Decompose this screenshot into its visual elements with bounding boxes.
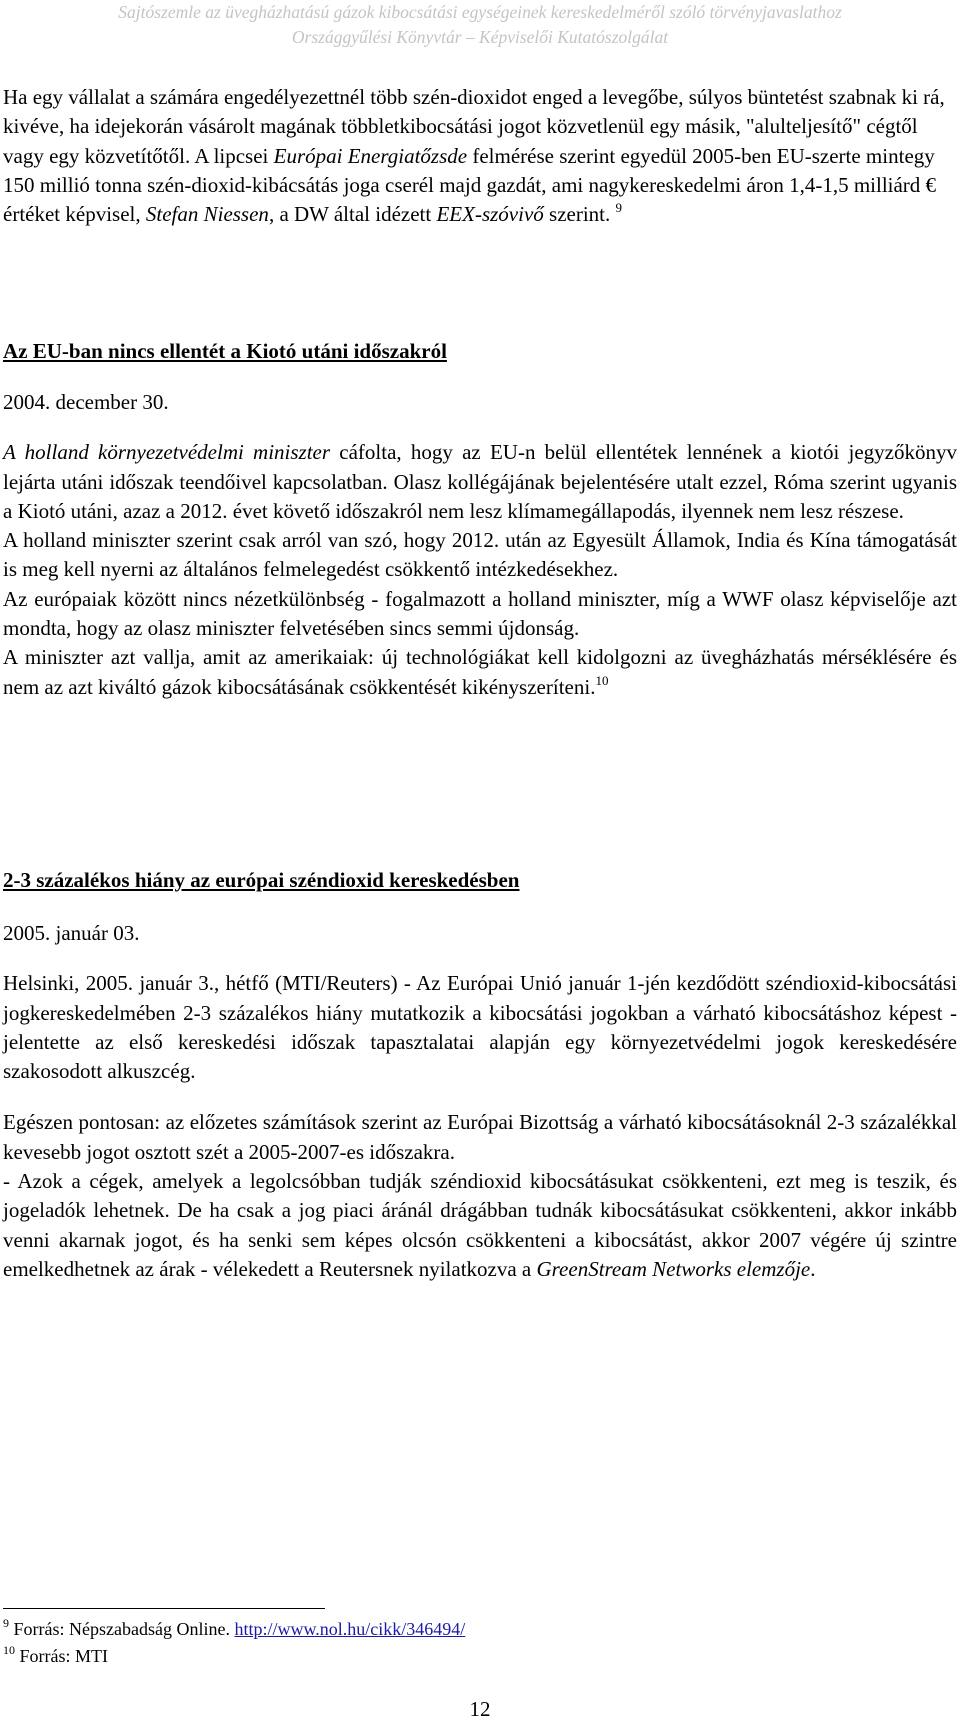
article-2-paragraph-1: Helsinki, 2005. január 3., hétfő (MTI/Reuters) - Az Európai Unió január 1-jén kezdődött széndioxid-kibocsátási jogkereskedelmében 2-3 százalékos hiány mutatkozik a kibocsátási jogokban a várható kibocsátáshoz képest - jelentette az első kereskedési időszak tapasztalatai alapján egy környezetvédelmi jogok kereskedésére szakosodott alkuszcég. [3, 971, 957, 1084]
footnote-separator [3, 1608, 325, 1609]
article-1-date: 2004. december 30. [3, 390, 169, 414]
article-2-paragraph-3: - Azok a cégek, amelyek a legolcsóbban tudják széndioxid kibocsátásukat csökkenteni, ezt meg is teszik, és jogeladók lehetnek. De ha csak a jog piaci áránál drágábban tudnák kibocsátásukat csökkenteni, akkor inkább venni akarnak jogot, és ha senki sem képes olcsón csökkenteni a kibocsátást, akkor 2007 végére új szintre emelkedhetnek az árak - vélekedett a Reutersnek nyilatkozva a GreenStream Networks elemzője. [3, 1169, 957, 1281]
person-name: Stefan Niessen [145, 202, 269, 227]
footnote-10: $^{10}$ Forrás: MTI [3, 1643, 108, 1666]
minister-title: A holland környezetvédelmi miniszter [3, 440, 331, 465]
intro-sentence-2: A lipcsei Európai Energiatőzsde felmérése szerint egyedül 2005-ben EU-szerte mintegy 150 millió tonna szén-dioxid-kibácsátás joga cserél majd gazdát, ami nagykereskedelmi áron 1,4-1,5 milliárd € értéket képvisel, Stefan Niessen, a DW által idézett EEX-szóvivő szerint. $^9$ [3, 143, 937, 227]
intro-block [3, 83, 957, 231]
intro-paragraph [3, 83, 957, 231]
analyst-role: GreenStream Networks elemzője [536, 1256, 811, 1281]
article-2 [3, 866, 957, 1284]
article-2-date: 2005. január 03. [3, 921, 140, 945]
footnote-ref-9[interactable]: 9 [615, 200, 623, 216]
footnote-9-link[interactable]: http://www.nol.hu/cikk/346494/ [234, 1619, 466, 1639]
article-1-paragraph-3: Az európaiak között nincs nézetkülönbség - fogalmazott a holland miniszter, míg a WWF olasz képviselője azt mondta, hogy az olasz miniszter felvetésében sincs semmi újdonság. [3, 586, 957, 641]
spokesperson-role: EEX-szóvivő [436, 202, 544, 227]
intro-sentence-1: Ha egy vállalat a számára engedélyezettnél több szén-dioxidot enged a levegőbe, súlyos büntetést szabnak ki rá, kivéve, ha idejekorán vásárolt magának többletkibocsátási jogot közvetlenül egy másik, "alulteljesítő" cégtől vagy egy közvetítőtől. [3, 85, 945, 168]
article-1-title: Az EU-ban nincs ellentét a Kiotó utáni időszakról [3, 339, 447, 363]
footnote-ref-10[interactable]: 10 [595, 672, 609, 688]
article-1-paragraph-4: A miniszter azt vallja, amit az amerikaiak: új technológiákat kell kidolgozni az üvegházhatás mérséklésére és nem az azt kiváltó gázok kibocsátásának csökkentését kikényszeríteni.$^{10}$ [3, 645, 957, 699]
article-2-paragraph-2: Egészen pontosan: az előzetes számítások szerint az Európai Bizottság a várható kibocsátásoknál 2-3 százalékkal kevesebb jogot osztott szét a 2005-2007-es időszakra. [3, 1110, 957, 1164]
footnote-9-number: 9 [3, 1616, 9, 1630]
header-institution: Országgyűlési Könyvtár – Képviselői Kutatószolgálat [291, 27, 669, 47]
footnote-10-number: 10 [3, 1643, 15, 1657]
footnote-9: $^9$ Forrás: Népszabadság Online. http://www.nol.hu/cikk/346494/ [3, 1616, 466, 1639]
article-1 [3, 337, 957, 704]
article-2-title: 2-3 százalékos hiány az európai széndioxid kereskedésben [3, 868, 520, 892]
exchange-name: Európai Energiatőzsde [273, 143, 468, 168]
header-title: Sajtószemle az üvegházhatású gázok kibocsátási egységeinek kereskedelméről szóló törvényjavaslathoz [118, 2, 842, 22]
page-number: 12 [469, 1697, 491, 1721]
article-1-paragraph-1: A holland környezetvédelmi miniszter cáfolta, hogy az EU-n belül ellentétek lennének a kiotói jegyzőkönyv lejárta utáni időszak teendőivel kapcsolatban. Olasz kollégájának bejelentésére utalt ezzel, Róma szerint ugyanis a Kiotó utáni, azaz a 2012. évet követő időszakról nem lesz klímamegállapodás, ilyennek nem lesz részese. [3, 440, 957, 523]
article-1-paragraph-2: A holland miniszter szerint csak arról van szó, hogy 2012. után az Egyesült Államok, India és Kína támogatását is meg kell nyerni az általános felmelegedést csökkentő intézkedésekhez. [3, 528, 957, 582]
